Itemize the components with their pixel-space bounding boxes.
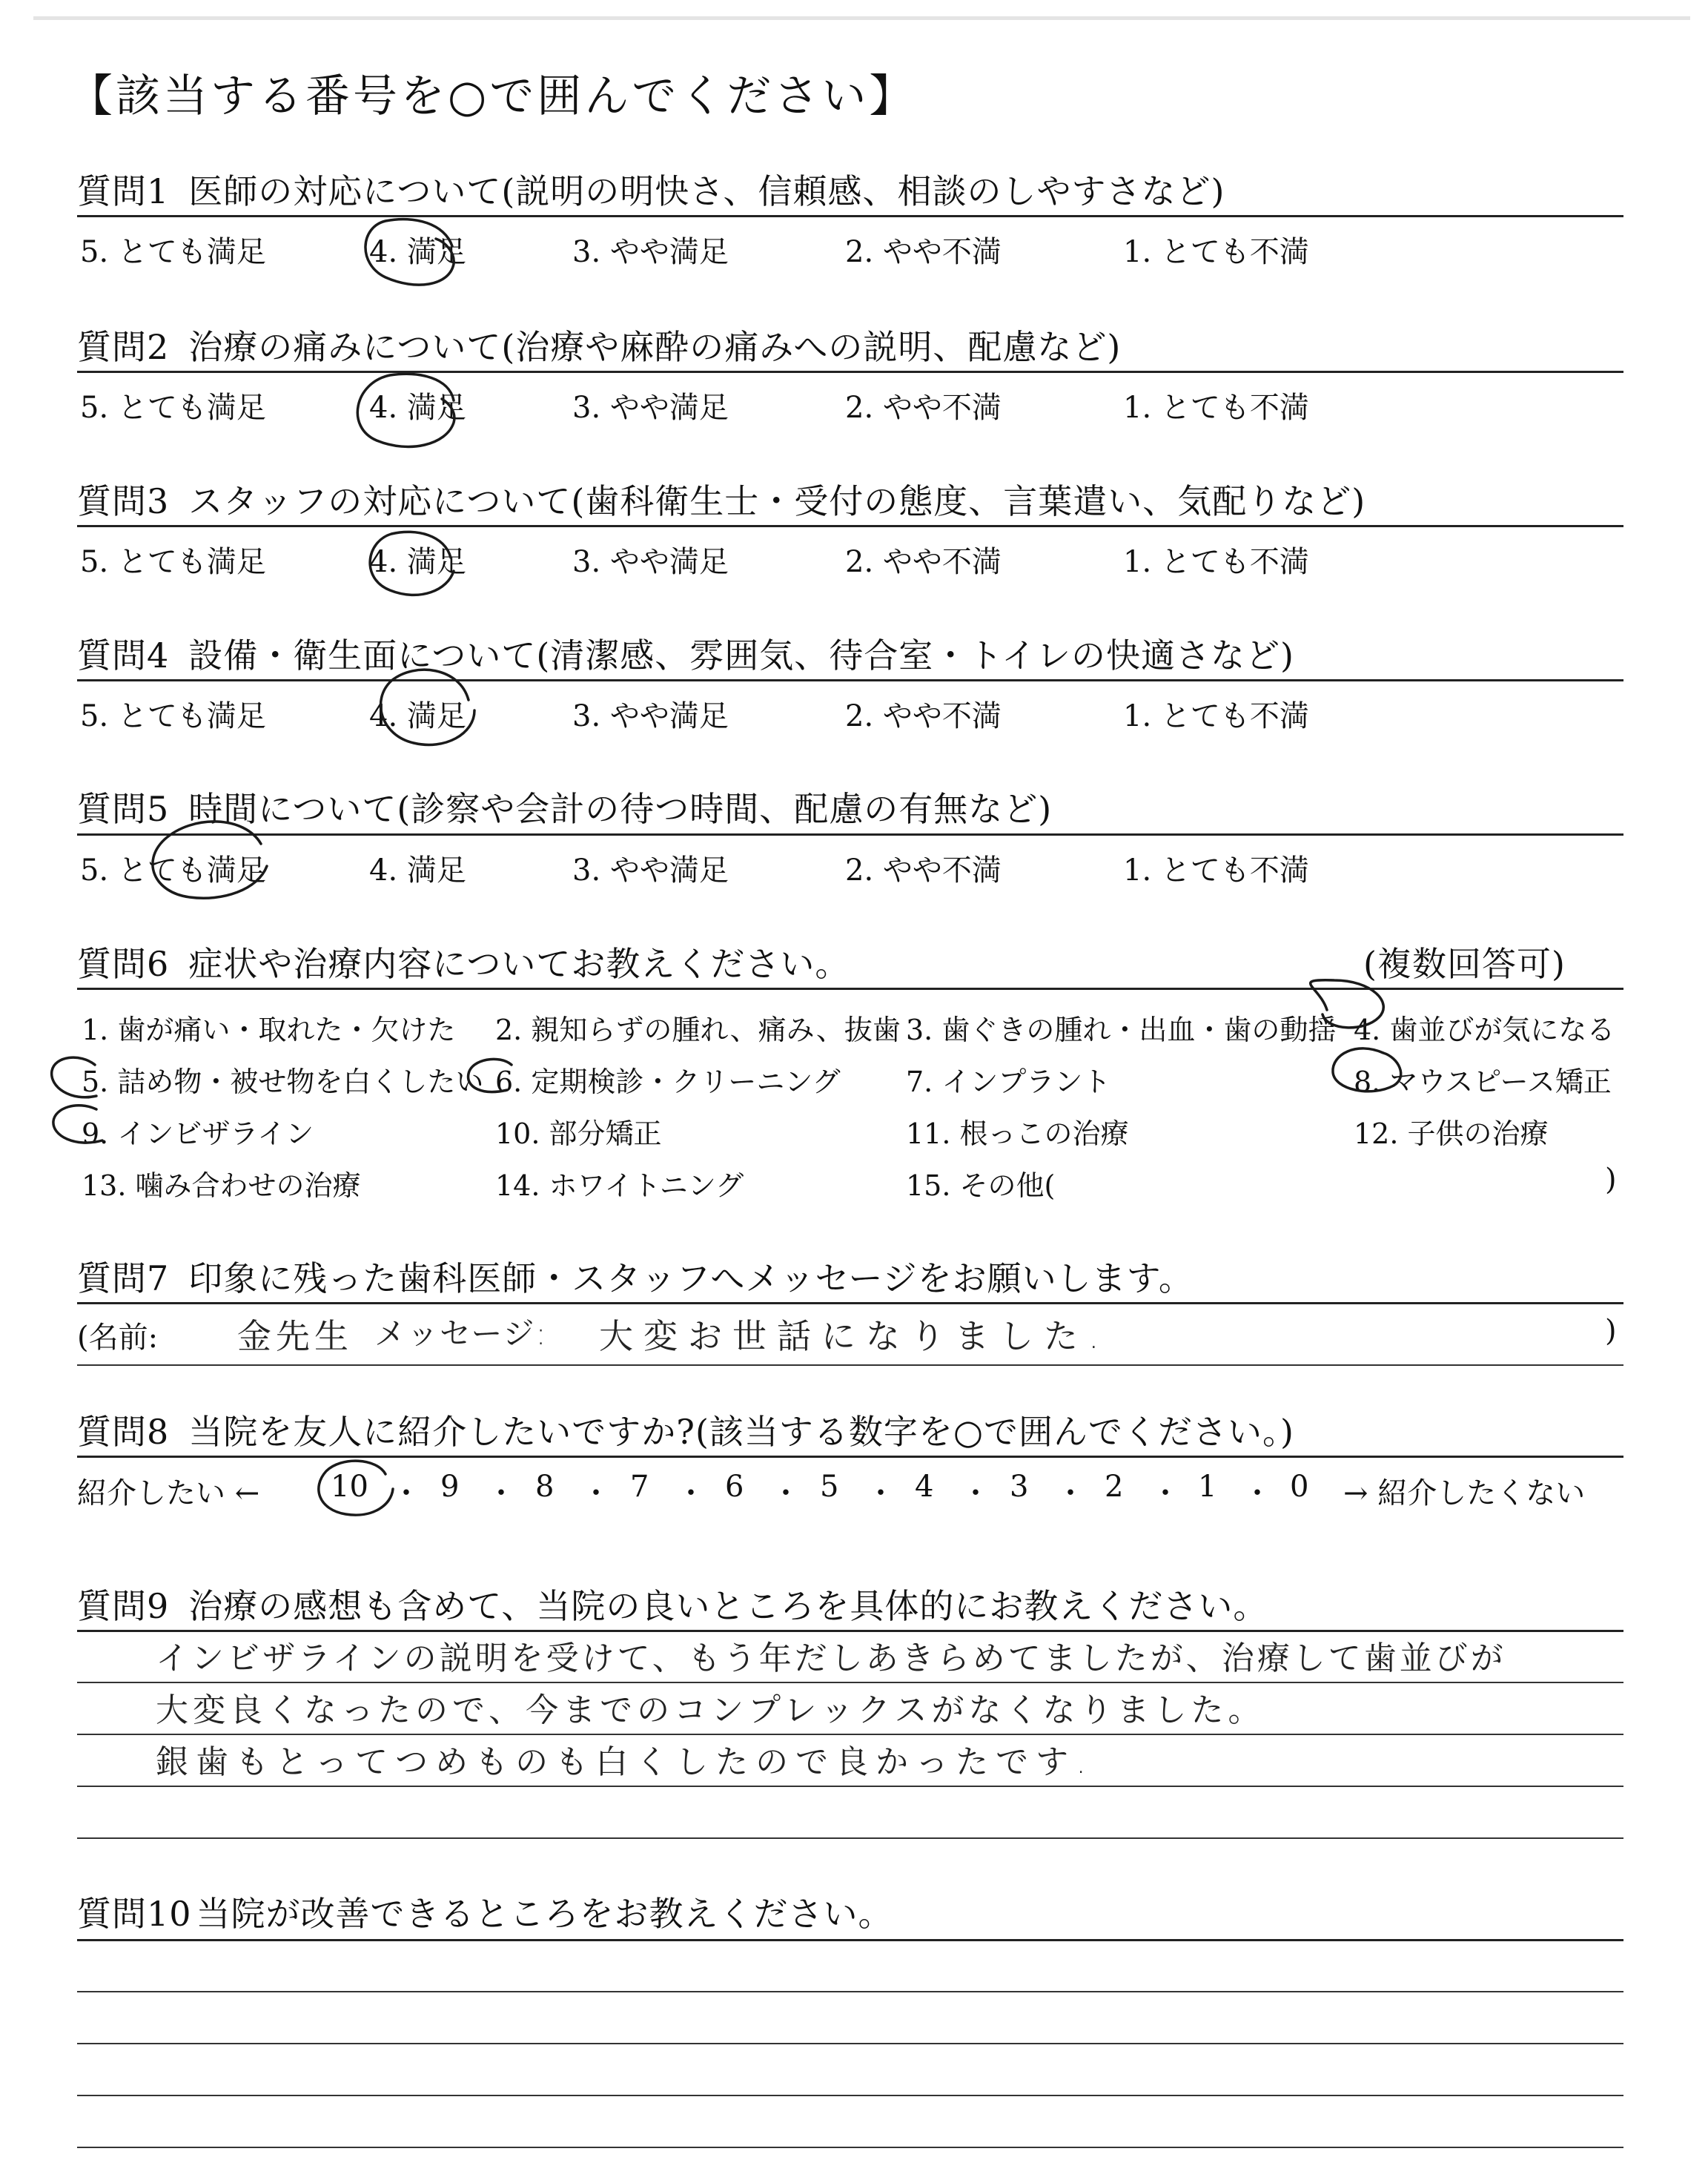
answer-line-2[interactable]: 大変良くなったので、今までのコンプレックスがなくなりました。 <box>156 1691 1265 1729</box>
option-very-satisfied[interactable]: 5. とても満足 <box>80 235 266 269</box>
option-very-dissatisfied[interactable]: 1. とても不満 <box>1123 853 1309 888</box>
symptom-option-8[interactable]: 8. マウスピース矯正 <box>1354 1066 1612 1098</box>
question-number: 質問1 <box>77 171 170 211</box>
option-somewhat-satisfied[interactable]: 3. やや満足 <box>572 235 729 269</box>
option-somewhat-dissatisfied[interactable]: 2. やや不満 <box>845 545 1002 579</box>
option-satisfied[interactable]: 4. 満足 <box>369 545 466 579</box>
question-text: 設備・衛生面について(清潔感、雰囲気、待合室・トイレの快適さなど) <box>188 635 1294 676</box>
question-10-rule <box>77 1939 1623 1941</box>
question-7-title <box>77 1252 1194 1301</box>
scale-value-10[interactable]: 10 <box>331 1470 368 1504</box>
question-text: 医師の対応について(説明の明快さ、信頼感、相談のしやすさなど) <box>188 171 1225 211</box>
symptom-option-13[interactable]: 13. 噛み合わせの治療 <box>82 1169 361 1202</box>
symptom-option-5[interactable]: 5. 詰め物・被せ物を白くしたい <box>82 1066 484 1098</box>
symptom-option-3[interactable]: 3. 歯ぐきの腫れ・出血・歯の動揺 <box>906 1014 1337 1046</box>
scale-right-label: → 紹介したくない <box>1343 1476 1586 1510</box>
scale-value-5[interactable]: 5 <box>820 1470 839 1504</box>
answer-rule <box>77 2147 1623 2148</box>
question-7-rule <box>77 1302 1623 1304</box>
option-somewhat-satisfied[interactable]: 3. やや満足 <box>572 545 729 579</box>
scale-value-3[interactable]: 3 <box>1010 1470 1029 1504</box>
scale-dot: ・ <box>961 1476 990 1510</box>
answer-rule <box>77 2043 1623 2044</box>
question-text: 時間について(診察や会計の待つ時間、配慮の有無など) <box>188 789 1053 829</box>
option-somewhat-dissatisfied[interactable]: 2. やや不満 <box>845 235 1002 269</box>
option-somewhat-satisfied[interactable]: 3. やや満足 <box>572 699 729 733</box>
question-number: 質問7 <box>77 1258 170 1298</box>
question-6-rule <box>77 988 1623 990</box>
answer-rule <box>77 2095 1623 2096</box>
option-somewhat-dissatisfied[interactable]: 2. やや不満 <box>845 391 1002 425</box>
option-very-satisfied[interactable]: 5. とても満足 <box>80 853 266 888</box>
symptom-option-14[interactable]: 14. ホワイトニング <box>495 1169 744 1202</box>
message-label: メッセージ: <box>374 1315 548 1352</box>
option-somewhat-dissatisfied[interactable]: 2. やや不満 <box>845 699 1002 733</box>
question-3-title <box>77 475 1366 524</box>
scale-value-0[interactable]: 0 <box>1290 1470 1309 1504</box>
other-close-paren: ) <box>1605 1163 1617 1197</box>
question-6-title <box>77 937 1623 986</box>
option-very-satisfied[interactable]: 5. とても満足 <box>80 545 266 579</box>
message-close-paren: ) <box>1605 1314 1617 1348</box>
option-very-satisfied[interactable]: 5. とても満足 <box>80 391 266 425</box>
question-text: スタッフの対応について(歯科衛生士・受付の態度、言葉遣い、気配りなど) <box>188 481 1366 521</box>
option-very-satisfied[interactable]: 5. とても満足 <box>80 699 266 733</box>
question-text: 治療の感想も含めて、当院の良いところを具体的にお教えください。 <box>188 1586 1268 1626</box>
question-9-title <box>77 1579 1268 1628</box>
name-handwritten[interactable]: 金先生 <box>237 1316 353 1356</box>
page-title: 【該当する番号を○で囲んでください】 <box>68 70 917 122</box>
symptom-option-10[interactable]: 10. 部分矯正 <box>495 1117 662 1150</box>
question-2-title <box>77 320 1121 369</box>
option-somewhat-dissatisfied[interactable]: 2. やや不満 <box>845 853 1002 888</box>
multiple-answers-note: (複数回答可) <box>1363 944 1566 984</box>
scale-dot: ・ <box>866 1476 896 1510</box>
answer-rule <box>77 1991 1623 1992</box>
scale-dot: ・ <box>486 1476 516 1510</box>
option-very-dissatisfied[interactable]: 1. とても不満 <box>1123 545 1309 579</box>
symptom-option-15[interactable]: 15. その他( <box>906 1169 1056 1202</box>
option-somewhat-satisfied[interactable]: 3. やや満足 <box>572 853 729 888</box>
question-text: 当院を友人に紹介したいですか?(該当する数字を○で囲んでください。) <box>188 1412 1294 1452</box>
option-satisfied[interactable]: 4. 満足 <box>369 699 466 733</box>
symptom-option-9[interactable]: 9. インビザライン <box>82 1117 314 1150</box>
scale-value-1[interactable]: 1 <box>1198 1470 1217 1504</box>
question-5-title <box>77 782 1052 831</box>
question-number: 質問8 <box>77 1412 170 1452</box>
scale-value-4[interactable]: 4 <box>915 1470 934 1504</box>
question-number: 質問4 <box>77 635 170 676</box>
symptom-option-12[interactable]: 12. 子供の治療 <box>1354 1117 1549 1150</box>
question-text: 症状や治療内容についてお教えください。 <box>188 944 850 984</box>
question-text: 印象に残った歯科医師・スタッフへメッセージをお願いします。 <box>188 1258 1194 1298</box>
question-number: 質問5 <box>77 789 170 829</box>
scale-dot: ・ <box>1056 1476 1085 1510</box>
question-1-rule <box>77 215 1623 217</box>
question-1-title <box>77 165 1225 214</box>
scale-dot: ・ <box>1151 1476 1180 1510</box>
scale-dot: ・ <box>1242 1476 1272 1510</box>
question-3-rule <box>77 525 1623 527</box>
question-4-rule <box>77 679 1623 681</box>
option-satisfied[interactable]: 4. 満足 <box>369 391 466 425</box>
question-2-rule <box>77 371 1623 373</box>
scale-value-2[interactable]: 2 <box>1105 1470 1124 1504</box>
option-satisfied[interactable]: 4. 満足 <box>369 853 466 888</box>
scale-dot: ・ <box>771 1476 801 1510</box>
scale-left-label: 紹介したい ← <box>77 1476 260 1510</box>
scale-value-9[interactable]: 9 <box>440 1470 460 1504</box>
answer-line-3[interactable]: 銀歯もとってつめものも白くしたので良かったです. <box>156 1743 1094 1781</box>
scale-dot: ・ <box>581 1476 611 1510</box>
symptom-option-2[interactable]: 2. 親知らずの腫れ、痛み、抜歯 <box>495 1014 901 1046</box>
question-10-title <box>77 1887 893 1936</box>
answer-line-1[interactable]: インビザラインの説明を受けて、もう年だしあきらめてましたが、治療して歯並びが <box>156 1639 1506 1677</box>
scale-value-6[interactable]: 6 <box>725 1470 744 1504</box>
scale-dot: ・ <box>391 1476 421 1510</box>
message-handwritten[interactable]: 大変お世話になりました. <box>599 1316 1110 1356</box>
question-number: 質問3 <box>77 481 170 521</box>
answer-rule <box>77 1786 1623 1787</box>
option-satisfied[interactable]: 4. 満足 <box>369 235 466 269</box>
question-8-rule <box>77 1456 1623 1458</box>
scale-value-8[interactable]: 8 <box>535 1470 555 1504</box>
scale-value-7[interactable]: 7 <box>630 1470 649 1504</box>
page-top-edge <box>33 16 1690 20</box>
symptom-option-6[interactable]: 6. 定期検診・クリーニング <box>495 1066 841 1098</box>
option-very-dissatisfied[interactable]: 1. とても不満 <box>1123 391 1309 425</box>
question-number: 質問2 <box>77 327 170 367</box>
question-4-title <box>77 629 1294 678</box>
symptom-option-7[interactable]: 7. インプラント <box>906 1066 1111 1098</box>
question-number: 質問9 <box>77 1586 170 1626</box>
question-7-bottom-rule <box>77 1364 1623 1366</box>
symptom-option-11[interactable]: 11. 根っこの治療 <box>906 1117 1129 1150</box>
scale-dot: ・ <box>676 1476 706 1510</box>
option-very-dissatisfied[interactable]: 1. とても不満 <box>1123 235 1309 269</box>
symptom-option-1[interactable]: 1. 歯が痛い・取れた・欠けた <box>82 1014 456 1046</box>
answer-rule <box>77 1837 1623 1839</box>
option-very-dissatisfied[interactable]: 1. とても不満 <box>1123 699 1309 733</box>
question-8-title <box>77 1405 1294 1454</box>
question-text: 当院が改善できるところをお教えください。 <box>196 1894 893 1934</box>
option-somewhat-satisfied[interactable]: 3. やや満足 <box>572 391 729 425</box>
name-label: (名前: <box>77 1321 159 1355</box>
question-5-rule <box>77 833 1623 836</box>
question-text: 治療の痛みについて(治療や麻酔の痛みへの説明、配慮など) <box>188 327 1122 367</box>
question-number: 質問10 <box>77 1894 192 1934</box>
question-number: 質問6 <box>77 944 170 984</box>
symptom-option-4[interactable]: 4. 歯並びが気になる <box>1354 1014 1615 1046</box>
